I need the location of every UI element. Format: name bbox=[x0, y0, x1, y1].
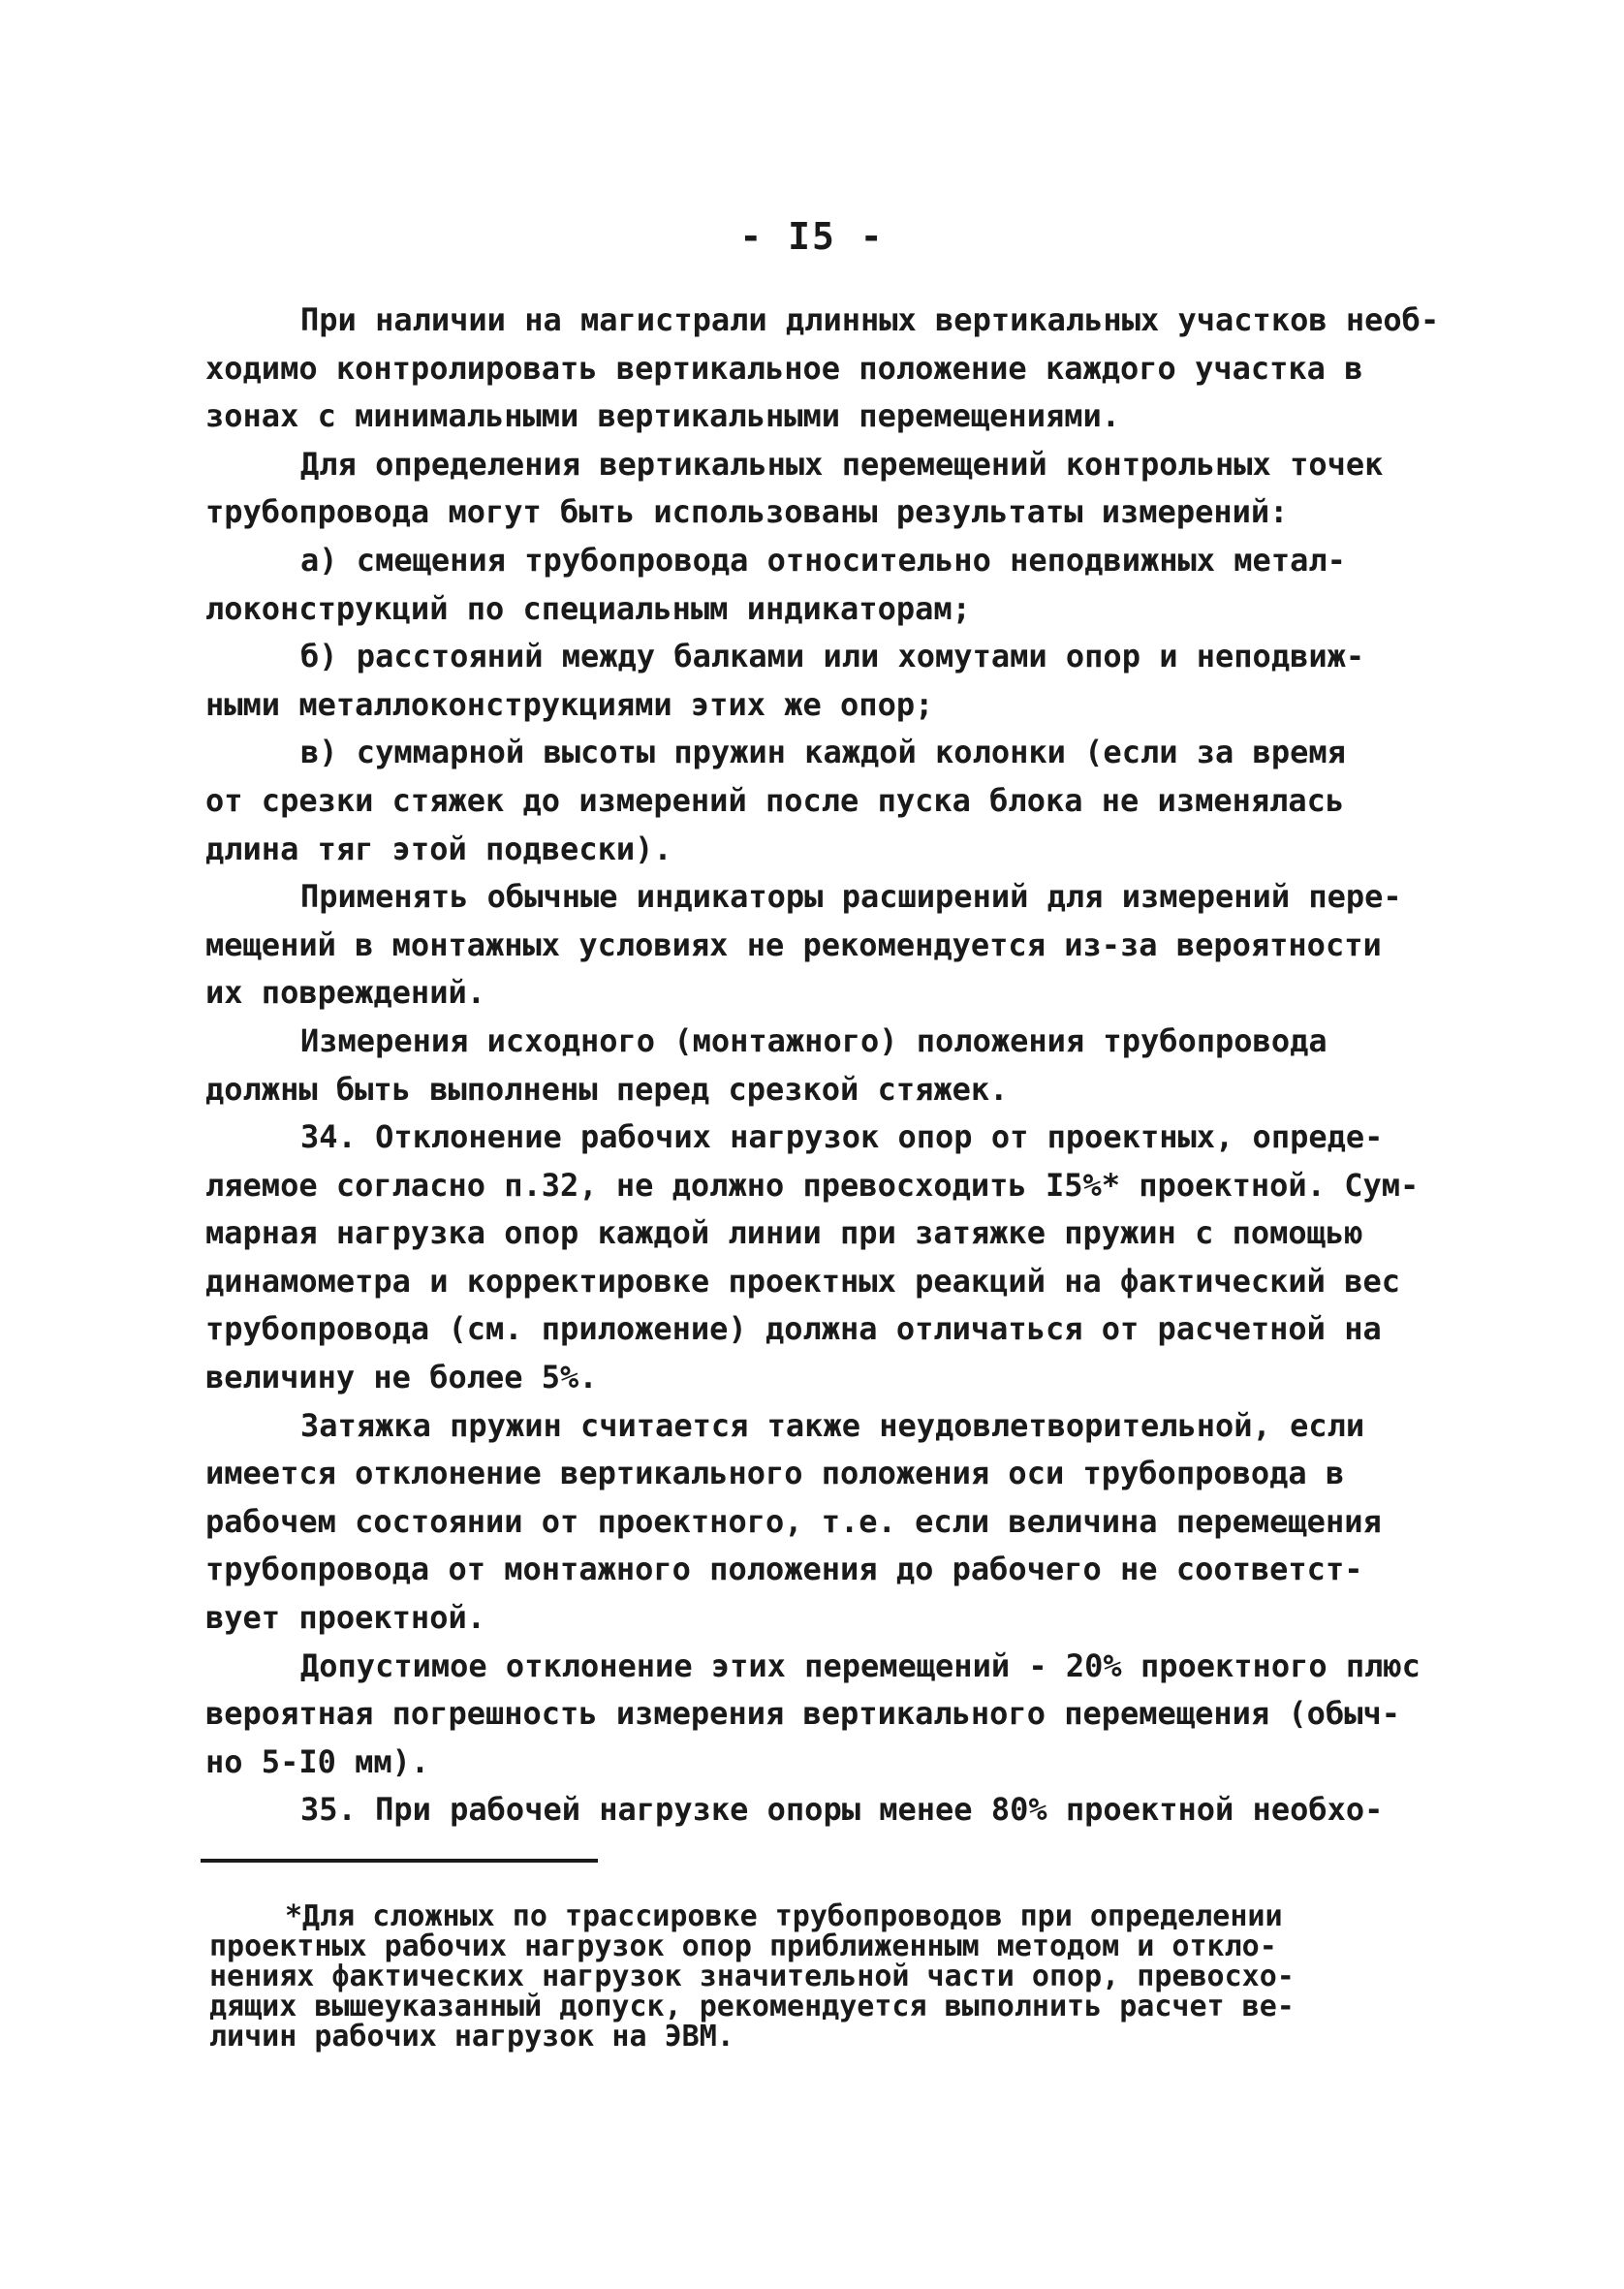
text-line: ными металлоконструкциями этих же опор; bbox=[205, 685, 934, 723]
text-line: величину не более 5%. bbox=[205, 1359, 598, 1396]
text-line: 35. При рабочей нагрузке опоры менее 80% проектной необхо- bbox=[300, 1791, 1384, 1829]
text-line: от срезки стяжек до измерений после пуска блока не изменялась bbox=[205, 781, 1345, 819]
text-line: вует проектной. bbox=[205, 1599, 485, 1637]
text-line: зонах с минимальными вертикальными перемещениями. bbox=[205, 397, 1121, 435]
text-line: трубопровода могут быть использованы результаты измерений: bbox=[205, 493, 1289, 531]
footnote-line: проектных рабочих нагрузок опор приближенным методом и откло- bbox=[209, 1929, 1277, 1963]
text-line: ляемое согласно п.32, не должно превосходить I5%* проектной. Сум- bbox=[205, 1166, 1420, 1204]
text-line: мещений в монтажных условиях не рекомендуется из-за вероятности bbox=[205, 925, 1382, 963]
text-line: б) расстояний между балками или хомутами опор и неподвиж- bbox=[300, 638, 1365, 675]
text-line: трубопровода (см. приложение) должна отличаться от расчетной на bbox=[205, 1310, 1382, 1348]
text-line: локонструкций по специальным индикаторам; bbox=[205, 589, 971, 627]
text-line: Измерения исходного (монтажного) положения трубопровода bbox=[300, 1021, 1327, 1059]
text-line: их повреждений. bbox=[205, 974, 485, 1012]
text-line: ходимо контролировать вертикальное положение каждого участка в bbox=[205, 349, 1363, 387]
text-line: а) смещения трубопровода относительно неподвижных метал- bbox=[300, 541, 1346, 579]
text-line: Затяжка пружин считается также неудовлетворительной, если bbox=[300, 1406, 1365, 1444]
text-line: рабочем состоянии от проектного, т.е. если величина перемещения bbox=[205, 1502, 1382, 1540]
footnote-line: дящих вышеуказанный допуск, рекомендуется выполнить расчет ве- bbox=[209, 1990, 1295, 2023]
text-line: При наличии на магистрали длинных вертикальных участков необ- bbox=[300, 301, 1440, 338]
text-line: Допустимое отклонение этих перемещений - 20% проектного плюс bbox=[300, 1646, 1421, 1684]
footnote bbox=[209, 1901, 1469, 2052]
footnote-divider bbox=[201, 1859, 598, 1863]
footnote-line: личин рабочих нагрузок на ЭВМ. bbox=[209, 2020, 734, 2054]
text-line: марная нагрузка опор каждой линии при затяжке пружин с помощью bbox=[205, 1214, 1363, 1252]
text-line: но 5-I0 мм). bbox=[205, 1742, 430, 1780]
text-line: Для определения вертикальных перемещений контрольных точек bbox=[300, 445, 1384, 483]
footnote-line: нениях фактических нагрузок значительной части опор, превосхо- bbox=[209, 1960, 1295, 1993]
text-line: динамометра и корректировке проектных реакций на фактический вес bbox=[205, 1262, 1400, 1300]
text-line: 34. Отклонение рабочих нагрузок опор от проектных, опреде- bbox=[300, 1118, 1384, 1156]
text-line: длина тяг этой подвески). bbox=[205, 830, 672, 867]
text-line: трубопровода от монтажного положения до рабочего не соответст- bbox=[205, 1551, 1363, 1588]
body-text bbox=[205, 297, 1465, 1834]
text-line: вероятная погрешность измерения вертикального перемещения (обыч- bbox=[205, 1695, 1400, 1733]
page-number: - I5 - bbox=[739, 215, 885, 258]
text-line: Применять обычные индикаторы расширений для измерений пере- bbox=[300, 878, 1402, 916]
text-line: в) суммарной высоты пружин каждой колонки (если за время bbox=[300, 734, 1346, 771]
text-line: имеется отклонение вертикального положения оси трубопровода в bbox=[205, 1455, 1345, 1492]
footnote-line: *Для сложных по трассировке трубопроводов при определении bbox=[285, 1899, 1283, 1933]
text-line: должны быть выполнены перед срезкой стяжек. bbox=[205, 1070, 1009, 1108]
